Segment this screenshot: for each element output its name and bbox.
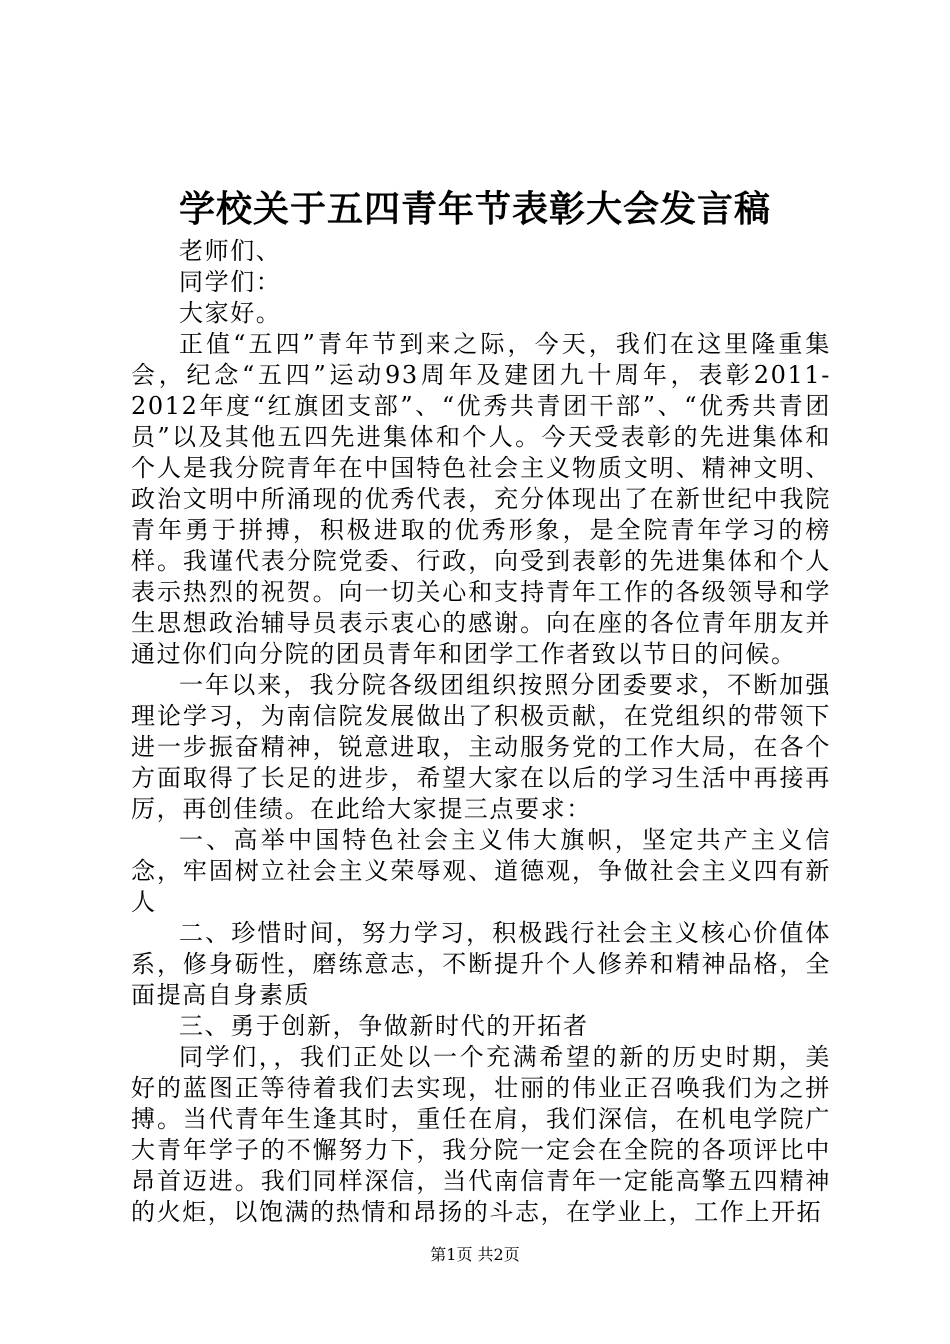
requirement-item: 二、珍惜时间，努力学习，积极践行社会主义核心价值体系，修身砺性，磨练意志，不断提升个人修养和精神品格，全面提高自身素质 — [131, 919, 831, 1009]
page-footer: 第1页 共2页 — [430, 1245, 520, 1264]
requirement-item: 一、高举中国特色社会主义伟大旗帜，坚定共产主义信念，牢固树立社会主义荣辱观、道德观，争做社会主义四有新人 — [131, 826, 831, 916]
salutation-students: 同学们： — [179, 268, 282, 296]
document-body — [131, 236, 831, 1228]
body-paragraph: 正值“五四”青年节到来之际，今天，我们在这里隆重集会，纪念“五四”运动93周年及建团九十周年，表彰2011-2012年度“红旗团支部”、“优秀共青团干部”、“优秀共青团员”以及其他五四先进集体和个人。今天受表彰的先进集体和个人是我分院青年在中国特色社会主义物质文明、精神文明、政治文明中所涌现的优秀代表，充分体现出了在新世纪中我院青年勇于拼搏，积极进取的优秀形象，是全院青年学习的榜样。我谨代表分院党委、行政，向受到表彰的先进集体和个人表示热烈的祝贺。向一切关心和支持青年工作的各级领导和学生思想政治辅导员表示衷心的感谢。向在座的各位青年朋友并通过你们向分院的团员青年和团学工作者致以节日的问候。 — [131, 330, 831, 668]
body-paragraph: 同学们，，我们正处以一个充满希望的新的历史时期，美好的蓝图正等待着我们去实现，壮丽的伟业正召唤我们为之拼搏。当代青年生逢其时，重任在肩，我们深信，在机电学院广大青年学子的不懈努力下，我分院一定会在全院的各项评比中昂首迈进。我们同样深信，当代南信青年一定能高擎五四精神的火炬，以饱满的热情和昂扬的斗志，在学业上，工作上开拓 — [131, 1043, 831, 1226]
page-title: 学校关于五四青年节表彰大会发言稿 — [178, 188, 771, 230]
salutation-teachers: 老师们、 — [179, 237, 282, 265]
greeting: 大家好。 — [179, 299, 282, 327]
requirement-item: 三、勇于创新，争做新时代的开拓者 — [179, 1012, 589, 1040]
body-paragraph: 一年以来，我分院各级团组织按照分团委要求，不断加强理论学习，为南信院发展做出了积极贡献，在党组织的带领下进一步振奋精神，锐意进取，主动服务党的工作大局，在各个方面取得了长足的进步，希望大家在以后的学习生活中再接再厉，再创佳绩。在此给大家提三点要求： — [131, 671, 831, 823]
